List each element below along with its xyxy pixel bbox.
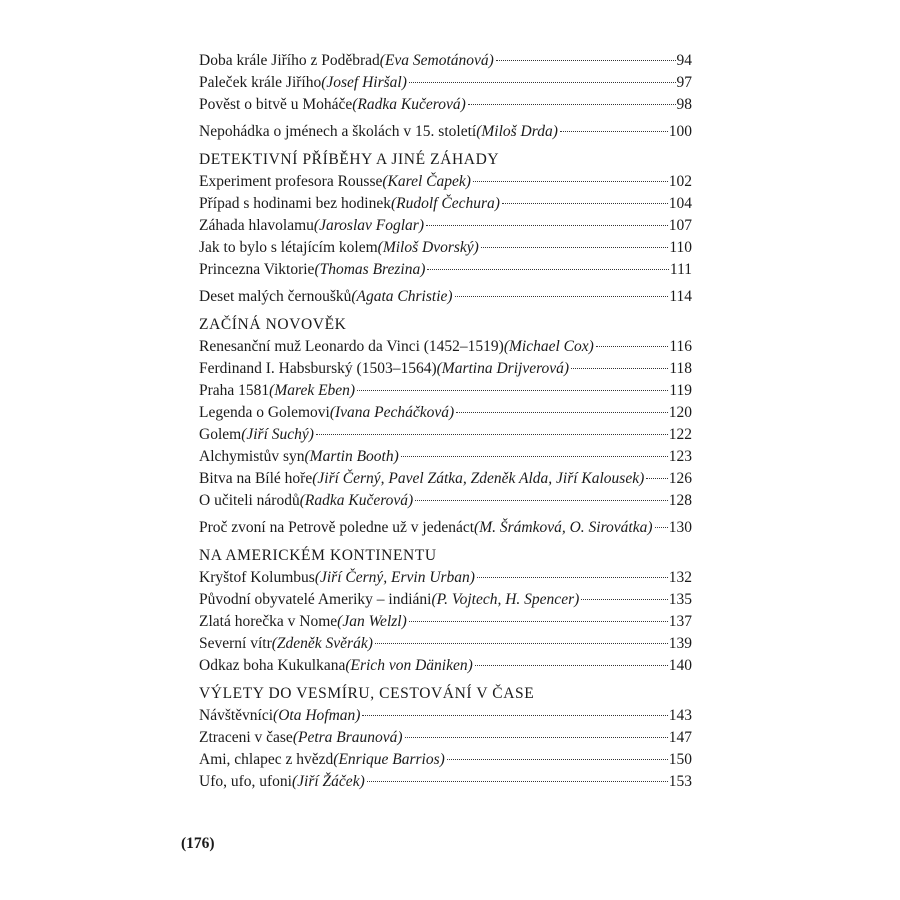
dot-leader <box>447 759 668 760</box>
toc-entry <box>199 50 692 72</box>
entry-title: Experiment profesora Rousse <box>199 173 383 190</box>
entry-author: (Thomas Brezina) <box>314 261 426 278</box>
toc-entry <box>199 567 692 589</box>
dot-leader <box>401 456 668 457</box>
dot-leader <box>357 390 668 391</box>
toc-entry <box>199 121 692 143</box>
entry-page: 153 <box>668 773 692 790</box>
entry-page: 110 <box>669 239 692 256</box>
entry-author: (Josef Hiršal) <box>321 74 407 91</box>
entry-page: 147 <box>668 729 692 746</box>
entry-page: 94 <box>676 52 692 69</box>
entry-page: 97 <box>676 74 692 91</box>
entry-page: 150 <box>668 751 692 768</box>
entry-author: (P. Vojtech, H. Spencer) <box>431 591 580 608</box>
entry-title: Proč zvoní na Petrově poledne už v jedenáct <box>199 519 475 536</box>
toc-entry <box>199 380 692 402</box>
entry-page: 102 <box>668 173 692 190</box>
toc-section <box>199 683 692 793</box>
entry-title: Záhada hlavolamu <box>199 217 314 234</box>
entry-title: Ufo, ufo, ufoni <box>199 773 292 790</box>
toc-section <box>199 50 692 143</box>
dot-leader <box>405 737 668 738</box>
toc-entry <box>199 655 692 677</box>
entry-author: (Jaroslav Foglar) <box>313 217 424 234</box>
entry-page: 120 <box>668 404 692 421</box>
entry-page: 118 <box>669 360 692 377</box>
entry-page: 140 <box>668 657 692 674</box>
dot-leader <box>477 577 668 578</box>
entry-author: (Jan Welzl) <box>337 613 407 630</box>
entry-title: Praha 1581 <box>199 382 270 399</box>
entry-page: 135 <box>668 591 692 608</box>
entry-title: Legenda o Golemovi <box>199 404 330 421</box>
dot-leader <box>646 478 667 479</box>
entry-author: (Petra Braunová) <box>292 729 403 746</box>
toc-entry <box>199 358 692 380</box>
entry-page: 137 <box>668 613 692 630</box>
entry-title: O učiteli národů <box>199 492 300 509</box>
toc-entry <box>199 633 692 655</box>
entry-page: 126 <box>668 470 692 487</box>
dot-leader <box>571 368 668 369</box>
entry-title: Golem <box>199 426 242 443</box>
entry-title: Ztraceni v čase <box>199 729 293 746</box>
entry-page: 98 <box>676 96 692 113</box>
entry-title: Deset malých černoušků <box>199 288 352 305</box>
dot-leader <box>427 269 669 270</box>
entry-title: Ami, chlapec z hvězd <box>199 751 334 768</box>
dot-leader <box>581 599 667 600</box>
dot-leader <box>655 527 668 528</box>
entry-title: Jak to bylo s létajícím kolem <box>199 239 378 256</box>
entry-page: 128 <box>668 492 692 509</box>
toc-section <box>199 149 692 308</box>
toc-entry <box>199 749 692 771</box>
toc-entry <box>199 259 692 281</box>
entry-title: Bitva na Bílé hoře <box>199 470 313 487</box>
toc-entry <box>199 94 692 116</box>
entry-author: (Radka Kučerová) <box>299 492 414 509</box>
toc-entry <box>199 490 692 512</box>
toc-entry <box>199 193 692 215</box>
entry-author: (Jiří Černý, Pavel Zátka, Zdeněk Alda, Jiří Kalousek) <box>312 470 645 487</box>
entry-page: 130 <box>668 519 692 536</box>
toc-entry <box>199 237 692 259</box>
toc-entry <box>199 286 692 308</box>
toc-entry <box>199 611 692 633</box>
entry-author: (Zdeněk Svěrák) <box>271 635 373 652</box>
entry-page: 132 <box>668 569 692 586</box>
entry-page: 107 <box>668 217 692 234</box>
entry-page: 100 <box>668 123 692 140</box>
dot-leader <box>367 781 668 782</box>
dot-leader <box>362 715 667 716</box>
dot-leader <box>596 346 669 347</box>
entry-author: (Martin Booth) <box>304 448 399 465</box>
dot-leader <box>475 665 668 666</box>
toc-entry <box>199 171 692 193</box>
toc-entry <box>199 517 692 539</box>
page-number: (176) <box>181 835 215 852</box>
entry-title: Zlatá horečka v Nome <box>199 613 338 630</box>
toc-entry <box>199 72 692 94</box>
section-heading: DETEKTIVNÍ PŘÍBĚHY A JINÉ ZÁHADY <box>199 151 500 168</box>
entry-author: (Jiří Černý, Ervin Urban) <box>314 569 475 586</box>
entry-title: Odkaz boha Kukulkana <box>199 657 346 674</box>
entry-author: (Miloš Drda) <box>476 123 558 140</box>
entry-title: Alchymistův syn <box>199 448 305 465</box>
entry-page: 114 <box>669 288 692 305</box>
entry-title: Návštěvníci <box>199 707 274 724</box>
dot-leader <box>426 225 668 226</box>
entry-author: (Jiří Žáček) <box>292 773 365 790</box>
toc-entry <box>199 727 692 749</box>
entry-page: 111 <box>669 261 692 278</box>
entry-author: (Enrique Barrios) <box>333 751 445 768</box>
section-heading: VÝLETY DO VESMÍRU, CESTOVÁNÍ V ČASE <box>199 685 535 702</box>
entry-page: 104 <box>668 195 692 212</box>
toc-entry <box>199 589 692 611</box>
entry-author: (Karel Čapek) <box>382 173 471 190</box>
dot-leader <box>481 247 669 248</box>
entry-title: Princezna Viktorie <box>199 261 315 278</box>
toc-entry <box>199 424 692 446</box>
entry-page: 116 <box>669 338 692 355</box>
entry-author: (Martina Drijverová) <box>436 360 570 377</box>
toc-entry <box>199 215 692 237</box>
entry-page: 122 <box>668 426 692 443</box>
dot-leader <box>502 203 668 204</box>
toc-entry <box>199 402 692 424</box>
entry-title: Ferdinand I. Habsburský (1503–1564) <box>199 360 437 377</box>
entry-page: 123 <box>668 448 692 465</box>
dot-leader <box>375 643 668 644</box>
toc-section <box>199 545 692 677</box>
section-heading: ZAČÍNÁ NOVOVĚK <box>199 316 347 333</box>
entry-author: (Rudolf Čechura) <box>391 195 500 212</box>
entry-author: (Radka Kučerová) <box>352 96 466 113</box>
toc-section <box>199 314 692 539</box>
entry-title: Kryštof Kolumbus <box>199 569 315 586</box>
entry-author: (Jiří Suchý) <box>241 426 314 443</box>
entry-page: 119 <box>669 382 692 399</box>
entry-title: Doba krále Jiřího z Poděbrad <box>199 52 380 69</box>
entry-title: Původní obyvatelé Ameriky – indiáni <box>199 591 432 608</box>
dot-leader <box>468 104 676 105</box>
entry-author: (Marek Eben) <box>269 382 356 399</box>
dot-leader <box>560 131 668 132</box>
dot-leader <box>473 181 668 182</box>
dot-leader <box>455 296 669 297</box>
toc-entry <box>199 446 692 468</box>
dot-leader <box>496 60 676 61</box>
entry-author: (Agata Christie) <box>351 288 453 305</box>
dot-leader <box>409 82 676 83</box>
entry-author: (Eva Semotánová) <box>379 52 494 69</box>
entry-author: (Ota Hofman) <box>273 707 361 724</box>
entry-author: (Ivana Pecháčková) <box>329 404 455 421</box>
dot-leader <box>409 621 668 622</box>
entry-author: (Miloš Dvorský) <box>377 239 479 256</box>
entry-title: Pověst o bitvě u Moháče <box>199 96 353 113</box>
entry-title: Renesanční muž Leonardo da Vinci (1452–1519) <box>199 338 504 355</box>
entry-author: (Michael Cox) <box>503 338 594 355</box>
entry-title: Případ s hodinami bez hodinek <box>199 195 391 212</box>
dot-leader <box>456 412 668 413</box>
dot-leader <box>415 500 668 501</box>
toc-entry <box>199 336 692 358</box>
entry-author: (Erich von Däniken) <box>345 657 473 674</box>
toc-entry <box>199 771 692 793</box>
toc-entry <box>199 468 692 490</box>
entry-title: Paleček krále Jiřího <box>199 74 322 91</box>
table-of-contents <box>199 50 692 793</box>
entry-page: 139 <box>668 635 692 652</box>
entry-page: 143 <box>668 707 692 724</box>
entry-title: Nepohádka o jménech a školách v 15. století <box>199 123 477 140</box>
entry-author: (M. Šrámková, O. Sirovátka) <box>474 519 653 536</box>
toc-entry <box>199 705 692 727</box>
section-heading: NA AMERICKÉM KONTINENTU <box>199 547 437 564</box>
entry-title: Severní vítr <box>199 635 272 652</box>
dot-leader <box>316 434 668 435</box>
